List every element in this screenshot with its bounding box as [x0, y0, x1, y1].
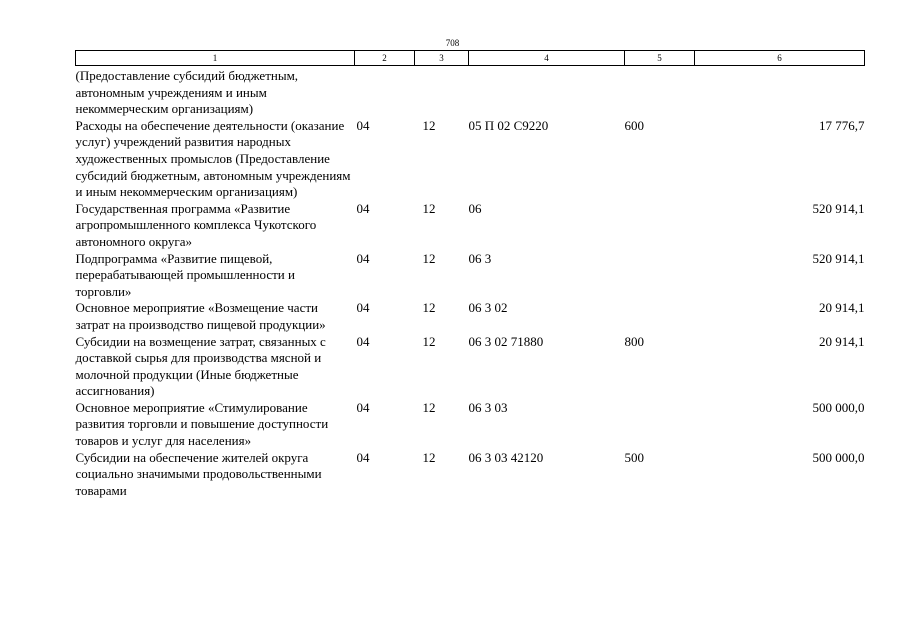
table-row — [76, 118, 865, 201]
row-amount: 500 000,0 — [812, 449, 865, 465]
row-section: 04 — [356, 300, 370, 316]
row-section: 04 — [356, 333, 370, 349]
row-target-code — [469, 66, 625, 118]
row-section: 04 — [356, 399, 370, 415]
row-subsection: 12 — [422, 333, 436, 349]
header-row — [76, 51, 865, 66]
table-row — [76, 450, 865, 500]
row-amount: 20 914,1 — [819, 300, 865, 316]
row-amount: 500 000,0 — [812, 399, 865, 415]
table-row — [76, 251, 865, 301]
row-subsection: 12 — [422, 117, 436, 133]
row-section — [355, 66, 415, 118]
row-target-code: 05 П 02 С9220 — [468, 117, 549, 133]
row-name: Основное мероприятие «Возмещение части затрат на производство пищевой продукции» — [75, 300, 326, 332]
row-expense-type — [625, 201, 695, 251]
row-expense-type — [625, 66, 695, 118]
row-name: Субсидии на обеспечение жителей округа социально значимыми продовольственными товарами — [75, 449, 322, 498]
table-header — [76, 51, 865, 66]
row-target-code: 06 3 03 42120 — [468, 449, 544, 465]
row-expense-type: 600 — [624, 117, 644, 133]
row-expense-type — [625, 251, 695, 301]
row-expense-type: 800 — [624, 333, 644, 349]
header-col-1: 1 — [76, 51, 355, 66]
row-section: 04 — [356, 250, 370, 266]
row-subsection: 12 — [422, 250, 436, 266]
table-row — [76, 201, 865, 251]
header-col-2: 2 — [355, 51, 415, 66]
row-expense-type — [625, 400, 695, 450]
row-subsection: 12 — [422, 399, 436, 415]
row-subsection: 12 — [422, 300, 436, 316]
row-amount: 17 776,7 — [819, 117, 865, 133]
row-name: Государственная программа «Развитие агропромышленного комплекса Чукотского автономного округа» — [75, 200, 317, 249]
row-amount: 520 914,1 — [812, 250, 865, 266]
page-number: 708 — [445, 38, 460, 48]
header-col-6: 6 — [695, 51, 865, 66]
row-name: Основное мероприятие «Стимулирование развития торговли и повышение доступности товаров и услуг для населения» — [75, 399, 329, 449]
row-subsection — [415, 66, 469, 118]
row-amount — [695, 66, 865, 118]
table-row — [76, 334, 865, 400]
row-expense-type: 500 — [624, 449, 644, 465]
row-amount: 520 914,1 — [812, 200, 865, 216]
row-section: 04 — [356, 200, 370, 216]
row-section: 04 — [356, 449, 370, 465]
row-name: (Предоставление субсидий бюджетным, автономным учреждениям и иным некоммерческим организациям) — [75, 68, 299, 117]
row-target-code: 06 — [468, 200, 482, 216]
table-row — [76, 300, 865, 333]
budget-table — [75, 50, 865, 499]
row-name: Подпрограмма «Развитие пищевой, перерабатывающей промышленности и торговли» — [75, 250, 295, 299]
row-name: Расходы на обеспечение деятельности (оказание услуг) учреждений развития народных художественных промыслов (Предоставление субсидий бюджетным, автономным учреждениям и иным некоммерческим организациям) — [75, 117, 351, 200]
table-body — [76, 66, 865, 500]
row-subsection: 12 — [422, 449, 436, 465]
table-row — [76, 400, 865, 450]
header-col-3: 3 — [415, 51, 469, 66]
row-amount: 20 914,1 — [819, 333, 865, 349]
row-section: 04 — [356, 117, 370, 133]
header-col-4: 4 — [469, 51, 625, 66]
row-target-code: 06 3 02 — [468, 300, 508, 316]
header-col-5: 5 — [625, 51, 695, 66]
row-target-code: 06 3 03 — [468, 399, 508, 415]
row-expense-type — [625, 300, 695, 333]
row-name: Субсидии на возмещение затрат, связанных с доставкой сырья для производства мясной и молочной продукции (Иные бюджетные ассигнования) — [75, 333, 326, 399]
row-subsection: 12 — [422, 200, 436, 216]
table-row — [76, 66, 865, 118]
row-target-code: 06 3 02 71880 — [468, 333, 544, 349]
row-target-code: 06 3 — [468, 250, 492, 266]
